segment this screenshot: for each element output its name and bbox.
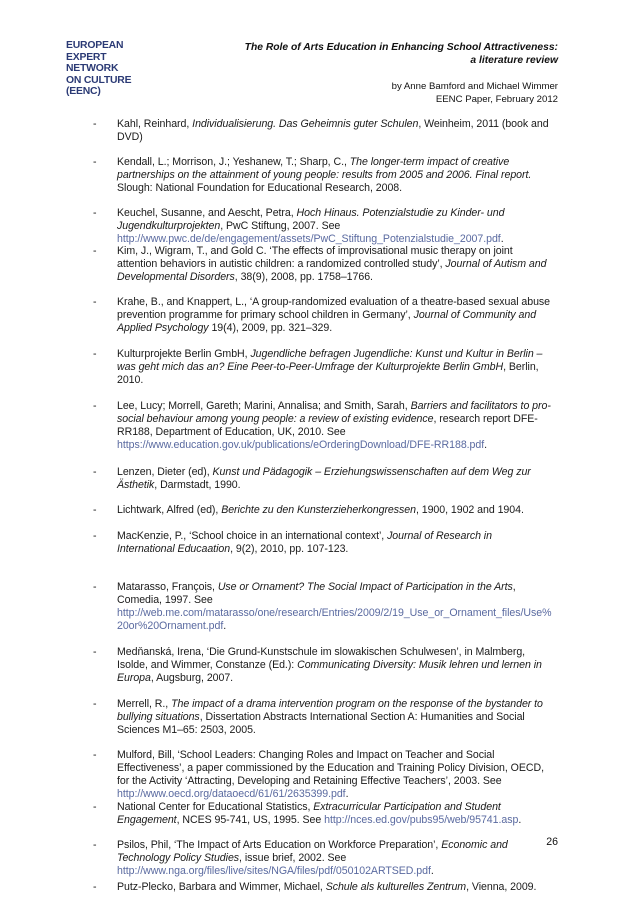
reference-segment: Kim, J., Wigram, T., and Gold C. ‘The effects of improvisational music therapy on joint xyxy=(117,245,513,257)
bullet-dash: - xyxy=(93,801,97,813)
bullet-dash: - xyxy=(93,530,97,542)
reference-segment: Putz-Plecko, Barbara and Wimmer, Michael, xyxy=(117,881,326,893)
reference-segment: . xyxy=(223,619,227,632)
reference-segment: , 38(9), 2008, pp. 1758–1766. xyxy=(234,270,373,283)
reference-segment: , Vienna, 2009. xyxy=(466,881,537,893)
reference-italic-title: Jugendliche befragen Jugendliche: Kunst und Kultur in Berlin – xyxy=(250,348,543,360)
bullet-dash: - xyxy=(93,466,97,478)
reference-italic-title: Jugendkulturprojekten xyxy=(117,219,221,232)
reference-segment: , Weinheim, 2011 (book and xyxy=(418,118,549,130)
reference-line xyxy=(117,711,565,724)
reference-line xyxy=(117,400,565,413)
bullet-dash: - xyxy=(93,881,97,893)
page-number: 26 xyxy=(546,836,558,848)
reference-segment: Lenzen, Dieter (ed), xyxy=(117,466,213,478)
reference-italic-title: Schule als kulturelles Zentrum xyxy=(325,881,467,893)
reference-line xyxy=(117,607,565,620)
reference-italic-title: Journal of Community and xyxy=(413,308,537,321)
reference-segment: RR188, Department of Education, UK, 2010. See xyxy=(117,425,346,438)
reference-segment: Kulturprojekte Berlin GmbH, xyxy=(117,348,251,360)
reference-italic-title: Individualisierung. Das Geheimnis guter Schulen xyxy=(192,118,419,130)
reference-italic-title: Technology Policy Studies xyxy=(117,851,240,864)
reference-segment: Isolde, and Wimmer, Constanze (Ed.): xyxy=(117,658,298,671)
reference-segment: , Dissertation Abstracts International Section A: Humanities and Social xyxy=(199,710,525,723)
reference-line xyxy=(117,156,565,169)
reference-segment: Matarasso, François, xyxy=(117,581,218,593)
logo-line: (EENC) xyxy=(66,86,101,98)
reference-link[interactable]: http://www.nga.org/files/live/sites/NGA/files/pdf/050102ARTSED.pdf xyxy=(117,864,431,877)
reference-segment: attention behaviors in autistic children: a randomized controlled study’, xyxy=(117,257,446,270)
paper-info: EENC Paper, February 2012 xyxy=(435,94,558,105)
reference-line xyxy=(117,220,565,233)
reference-line xyxy=(117,581,565,594)
reference-italic-title: Applied Psychology xyxy=(117,321,209,334)
reference-italic-title: bullying situations xyxy=(117,710,200,723)
reference-text xyxy=(117,881,565,894)
reference-italic-title: Engagement xyxy=(117,813,177,826)
reference-line xyxy=(117,814,565,827)
reference-text xyxy=(117,118,565,144)
reference-italic-title: Use or Ornament? The Social Impact of Participation in the Arts xyxy=(217,581,513,593)
reference-segment: Kendall, L.; Morrison, J.; Yeshanew, T.; Sharp, C., xyxy=(117,156,350,168)
reference-line xyxy=(117,479,565,492)
reference-line xyxy=(117,169,565,182)
logo-line: EXPERT xyxy=(66,51,107,63)
reference-text xyxy=(117,646,565,685)
reference-segment: DVD) xyxy=(117,130,143,143)
reference-segment: , Berlin, xyxy=(503,360,539,373)
reference-link[interactable]: https://www.education.gov.uk/publications/eOrderingDownload/DFE-RR188.pdf xyxy=(117,438,485,451)
reference-segment: , Augsburg, 2007. xyxy=(150,671,234,684)
reference-segment: Psilos, Phil, ‘The Impact of Arts Education on Workforce Preparation’, xyxy=(117,839,442,851)
bullet-dash: - xyxy=(93,839,97,851)
reference-italic-title: partnerships on the attainment of young people: results from 2005 and 2006. Final report. xyxy=(117,168,532,181)
reference-line xyxy=(117,466,565,479)
logo-line: EUROPEAN xyxy=(66,40,124,51)
reference-segment: Mulford, Bill, ‘School Leaders: Changing Roles and Impact on Teacher and Social xyxy=(117,749,495,761)
bullet-dash: - xyxy=(93,118,97,130)
reference-line xyxy=(117,620,565,633)
reference-line xyxy=(117,530,565,543)
bullet-dash: - xyxy=(93,245,97,257)
reference-link[interactable]: http://www.pwc.de/de/engagement/assets/PwC_Stiftung_Potenzialstudie_2007.pdf xyxy=(117,232,501,245)
bullet-dash: - xyxy=(93,504,97,516)
reference-text xyxy=(117,530,565,556)
reference-line xyxy=(117,788,565,801)
reference-line xyxy=(117,646,565,659)
reference-link[interactable]: http://web.me.com/matarasso/one/research/Entries/2009/2/19_Use_or_Ornament_files/Use% xyxy=(117,606,552,619)
reference-segment: , 1900, 1902 and 1904. xyxy=(415,504,524,516)
reference-segment: Slough: National Foundation for Educational Research, 2008. xyxy=(117,181,403,194)
reference-line xyxy=(117,659,565,672)
reference-segment: Kahl, Reinhard, xyxy=(117,118,193,130)
reference-segment: , NCES 95-741, US, 1995. See xyxy=(176,813,325,826)
reference-segment: 19(4), 2009, pp. 321–329. xyxy=(208,321,333,334)
reference-line xyxy=(117,245,565,258)
reference-segment: . xyxy=(500,232,504,245)
reference-text xyxy=(117,400,565,452)
reference-segment: 2010. xyxy=(117,373,144,386)
reference-text xyxy=(117,801,565,827)
bullet-dash: - xyxy=(93,749,97,761)
reference-italic-title: The longer-term impact of creative xyxy=(349,156,510,168)
reference-italic-title: Journal of Research in xyxy=(387,530,492,542)
reference-line xyxy=(117,543,565,556)
reference-segment: Lichtwark, Alfred (ed), xyxy=(117,504,222,516)
reference-segment: Merrell, R., xyxy=(117,698,172,710)
bullet-dash: - xyxy=(93,581,97,593)
reference-text xyxy=(117,207,565,246)
reference-line xyxy=(117,801,565,814)
bullet-dash: - xyxy=(93,156,97,168)
reference-segment: Lee, Lucy; Morrell, Gareth; Marini, Annalisa; and Smith, Sarah, xyxy=(117,400,411,412)
bullet-dash: - xyxy=(93,400,97,412)
reference-italic-title: Europa xyxy=(117,671,151,684)
reference-line xyxy=(117,309,565,322)
reference-line xyxy=(117,439,565,452)
reference-text xyxy=(117,504,565,517)
reference-italic-title: Barriers and facilitators to pro- xyxy=(410,400,551,412)
reference-line xyxy=(117,322,565,335)
reference-italic-title: was geht mich das an? Eine Peer-to-Peer-Umfrage der Kulturprojekte Berlin GmbH xyxy=(117,360,504,373)
reference-italic-title: Journal of Autism and xyxy=(445,257,547,270)
reference-segment: Effectiveness’, a paper commissioned by the Education and Training Policy Division, OECD, xyxy=(117,761,544,774)
reference-text xyxy=(117,296,565,335)
reference-link[interactable]: http://nces.ed.gov/pubs95/web/95741.asp xyxy=(324,813,519,826)
reference-line xyxy=(117,271,565,284)
eenc-logo xyxy=(66,40,131,98)
reference-italic-title: Developmental Disorders xyxy=(117,270,235,283)
reference-line xyxy=(117,852,565,865)
reference-italic-title: Hoch Hinaus. Potenzialstudie zu Kinder- und xyxy=(296,207,505,219)
authors: by Anne Bamford and Michael Wimmer xyxy=(391,81,558,92)
reference-line xyxy=(117,724,565,737)
title-line-1: The Role of Arts Education in Enhancing School Attractiveness: xyxy=(244,42,558,53)
reference-line xyxy=(117,426,565,439)
reference-link[interactable]: 20or%20Ornament.pdf xyxy=(117,619,224,632)
reference-segment: Keuchel, Susanne, and Aescht, Petra, xyxy=(117,207,297,219)
reference-text xyxy=(117,348,565,387)
reference-italic-title: Extracurricular Participation and Student xyxy=(313,801,501,813)
reference-text xyxy=(117,156,565,195)
reference-text xyxy=(117,749,565,801)
reference-italic-title: Ästhetik xyxy=(117,478,155,491)
reference-line xyxy=(117,296,565,309)
logo-line: ON CULTURE xyxy=(66,74,132,86)
reference-segment: Medňanská, Irena, ‘Die Grund-Kunstschule im slowakischen Schulwesen’, in Malmberg, xyxy=(117,646,526,658)
reference-line xyxy=(117,207,565,220)
document-byline xyxy=(392,80,558,106)
reference-line xyxy=(117,775,565,788)
reference-line xyxy=(117,413,565,426)
bullet-dash: - xyxy=(93,646,97,658)
reference-italic-title: Economic and xyxy=(441,839,508,851)
reference-line xyxy=(117,881,565,894)
bullet-dash: - xyxy=(93,296,97,308)
reference-segment: National Center for Educational Statistics, xyxy=(117,801,314,813)
reference-line xyxy=(117,131,565,144)
reference-italic-title: social behaviour among young people: a review of existing evidence xyxy=(117,412,434,425)
reference-text xyxy=(117,839,565,878)
reference-segment: . xyxy=(430,864,434,877)
reference-text xyxy=(117,466,565,492)
reference-line xyxy=(117,839,565,852)
logo-line: NETWORK xyxy=(66,63,119,75)
reference-segment: MacKenzie, P., ‘School choice in an international context’, xyxy=(117,530,388,542)
reference-segment: Krahe, B., and Knappert, L., ‘A group-randomized evaluation of a theatre-based sexual abuse xyxy=(117,296,551,308)
reference-italic-title: International Educaation xyxy=(117,542,231,555)
reference-text xyxy=(117,245,565,284)
reference-line xyxy=(117,118,565,131)
reference-segment: , Darmstadt, 1990. xyxy=(154,478,241,491)
reference-line xyxy=(117,258,565,271)
reference-line xyxy=(117,865,565,878)
title-line-2: a literature review xyxy=(470,55,558,66)
bullet-dash: - xyxy=(93,698,97,710)
reference-line xyxy=(117,594,565,607)
reference-line xyxy=(117,361,565,374)
reference-text xyxy=(117,581,565,633)
reference-segment: Comedia, 1997. See xyxy=(117,593,213,606)
reference-line xyxy=(117,762,565,775)
reference-line xyxy=(117,749,565,762)
reference-line xyxy=(117,698,565,711)
reference-link[interactable]: http://www.oecd.org/dataoecd/61/61/2635399.pdf xyxy=(117,787,346,800)
reference-line xyxy=(117,672,565,685)
reference-line xyxy=(117,182,565,195)
reference-segment: prevention programme for primary school children in Germany’, xyxy=(117,308,414,321)
bullet-dash: - xyxy=(93,207,97,219)
reference-segment: . xyxy=(345,787,349,800)
reference-line xyxy=(117,504,565,517)
reference-segment: Sciences M1–65: 2503, 2005. xyxy=(117,723,256,736)
document-title xyxy=(245,41,558,67)
reference-segment: for the Activity ‘Attracting, Developing and Retaining Effective Teachers’, 2003. See xyxy=(117,774,502,787)
reference-italic-title: Kunst und Pädagogik – Erziehungswissenschaften auf dem Weg zur xyxy=(212,466,531,478)
reference-italic-title: The impact of a drama intervention program on the response of the bystander to xyxy=(171,698,543,710)
reference-text xyxy=(117,698,565,737)
reference-italic-title: Communicating Diversity: Musik lehren und lernen in xyxy=(297,658,542,671)
bullet-dash: - xyxy=(93,348,97,360)
reference-segment: . xyxy=(518,813,522,826)
reference-segment: , 9(2), 2010, pp. 107-123. xyxy=(230,542,349,555)
reference-italic-title: Berichte zu den Kunsterzieherkongressen xyxy=(221,504,416,516)
reference-segment: , issue brief, 2002. See xyxy=(239,851,347,864)
reference-segment: , PwC Stiftung, 2007. See xyxy=(220,219,341,232)
reference-segment: , xyxy=(512,581,516,593)
reference-segment: . xyxy=(484,438,488,451)
reference-segment: , research report DFE- xyxy=(433,412,538,425)
reference-line xyxy=(117,233,565,246)
reference-line xyxy=(117,374,565,387)
reference-line xyxy=(117,348,565,361)
